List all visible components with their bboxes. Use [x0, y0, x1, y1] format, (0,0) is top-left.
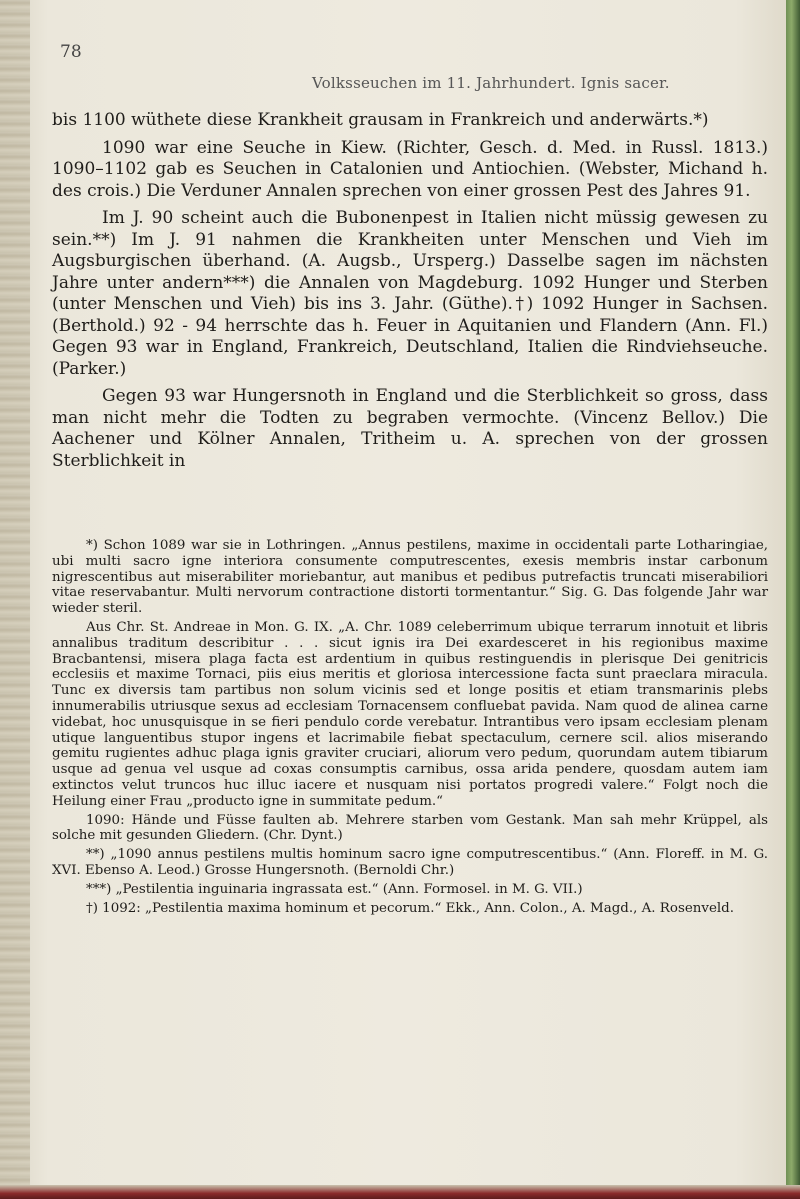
footnote: **) „1090 annus pestilens multis hominum sacro igne computrescentibus.“ (Ann. Floreff. in M. G. XVI. Ebenso A. Leod.) Grosse Hungersnoth. (Bernoldi Chr.): [52, 847, 768, 878]
paragraph: Gegen 93 war Hungersnoth in England und die Sterblichkeit so gross, dass man nicht mehr die Todten zu begraben vermochte. (Vincenz Bellov.) Die Aachener und Kölner Annalen, Tritheim u. A. sprechen von der grossen Sterblichkeit in: [52, 386, 768, 471]
page-content: [52, 26, 768, 916]
footnote: 1090: Hände und Füsse faulten ab. Mehrere starben vom Gestank. Man sah mehr Krüppel, als solche mit gesunden Gliedern. (Chr. Dynt.): [52, 812, 768, 844]
footnotes: [52, 538, 768, 919]
footnote: ***) „Pestilentia inguinaria ingrassata est.“ (Ann. Formosel. in M. G. VII.): [86, 881, 583, 897]
footnote: †) 1092: „Pestilentia maxima hominum et pecorum.“ Ekk., Ann. Colon., A. Magd., A. Rosenveld.: [86, 900, 734, 916]
footnote: Aus Chr. St. Andreae in Mon. G. IX. „A. Chr. 1089 celeberrimum ubique terrarum innotuit et libris annalibus traditum describitur . . . sicut ignis ira Dei exardesceret in his regionibus maxime Bracbantensi, misera plaga facta est ardentium in quibus restinguendis in plerisque Dei genitricis ecclesiis et maxime Tornaci, piis eius meritis et gloriosa intercessione facta sunt praeclara miracula. Tunc ex diversis tam partibus non solum vicinis sed et longe positis et etiam transmarinis plebs innumerabilis utriusque sexus ad ecclesiam Tornacensem confluebat pavida. Nam quod de alinea carne videbat, hoc unusquisque in se fieri pendulo corde verebatur. Intrantibus vero ipsam ecclesiam plenam utique languentibus stupor ingens et lacrimabile fiebat spectaculum, cernere scil. alios miserando gemitu rugientes adhuc plaga ignis graviter cruciari, aliorum vero pedum, quorundam autem tibiarum usque ad genua vel usque ad coxas consumptis carnibus, ossa arida pendere, quosdam autem iam extinctos velut truncos huc illuc iacere et nusquam nisi portatos progredi valere.“ Folgt noch die Heilung einer Frau „producto igne in summitate pedum.“: [52, 619, 768, 809]
page-header: [52, 26, 768, 92]
book-edge-right: [786, 0, 800, 1199]
paragraph: Im J. 90 scheint auch die Bubonenpest in Italien nicht müssig gewesen zu sein.**) Im J. 91 nahmen die Krankheiten unter Menschen und Vieh im Augsburgischen überhand. (A. Augsb., Ursperg.) Dasselbe sagen im nächsten Jahre unter andern***) die Annalen von Magdeburg. 1092 Hunger und Sterben (unter Menschen und Vieh) bis ins 3. Jahr. (Güthe).†) 1092 Hunger in Sachsen. (Berthold.) 92 - 94 herrschte das h. Feuer in Aquitanien und Flandern (Ann. Fl.) Gegen 93 war in England, Frankreich, Deutschland, Italien die Rindviehseuche. (Parker.): [52, 208, 768, 379]
page-number: 78: [60, 42, 82, 62]
body-text: [52, 110, 768, 478]
book-gutter: [0, 0, 30, 1199]
running-head: Volksseuchen im 11. Jahrhundert. Ignis sacer.: [312, 74, 670, 92]
paragraph: bis 1100 wüthete diese Krankheit grausam in Frankreich und anderwärts.*): [52, 110, 709, 130]
book-edge-bottom: [0, 1185, 800, 1199]
paragraph: 1090 war eine Seuche in Kiew. (Richter, Gesch. d. Med. in Russl. 1813.) 1090–1102 gab es Seuchen in Catalonien und Antiochien. (Webster, Michand h. des crois.) Die Verduner Annalen sprechen von einer grossen Pest des Jahres 91.: [52, 137, 768, 201]
footnote: *) Schon 1089 war sie in Lothringen. „Annus pestilens, maxime in occidentali parte Lotharingiae, ubi multi sacro igne interiora consumente computrescentes, exesis membris instar carbonum nigrescentibus aut miserabiliter moriebantur, aut manibus et pedibus putrefactis truncati miserabiliori vitae reservabantur. Multi nervorum contractione distorti tormentantur.“ Sig. G. Das folgende Jahr war wieder steril.: [52, 538, 768, 617]
